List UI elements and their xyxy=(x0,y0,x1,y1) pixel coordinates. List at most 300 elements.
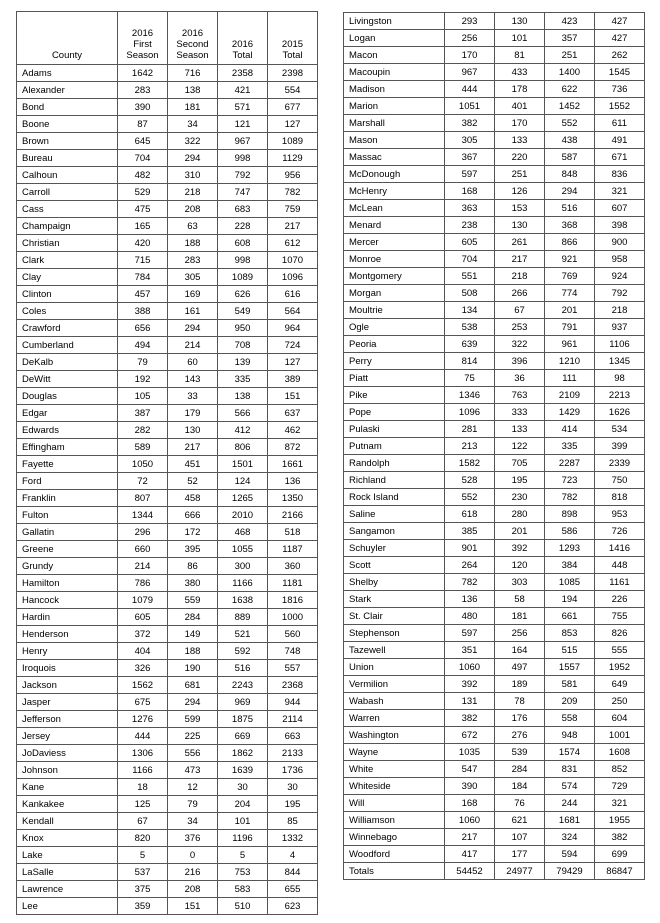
total-2015-cell: 262 xyxy=(595,47,645,64)
total-2016-cell: 139 xyxy=(218,354,268,371)
total-2016-cell: 1400 xyxy=(545,64,595,81)
county-row xyxy=(17,864,318,881)
county-name-cell: Lee xyxy=(17,898,118,915)
first-season-cell: 814 xyxy=(445,353,495,370)
total-2015-cell: 554 xyxy=(268,82,318,99)
first-season-cell: 1346 xyxy=(445,387,495,404)
first-season-cell: 508 xyxy=(445,285,495,302)
county-name-cell: Sangamon xyxy=(344,523,445,540)
first-season-cell: 392 xyxy=(445,676,495,693)
county-name-cell: Lawrence xyxy=(17,881,118,898)
first-season-cell: 375 xyxy=(118,881,168,898)
total-2016-cell: 998 xyxy=(218,252,268,269)
county-name-cell: Putnam xyxy=(344,438,445,455)
second-season-cell: 310 xyxy=(168,167,218,184)
total-2016-cell: 1196 xyxy=(218,830,268,847)
first-season-cell: 1060 xyxy=(445,812,495,829)
total-2016-cell: 510 xyxy=(218,898,268,915)
county-row xyxy=(17,779,318,796)
second-season-cell: 130 xyxy=(495,217,545,234)
county-name-cell: Kendall xyxy=(17,813,118,830)
second-season-cell: 451 xyxy=(168,456,218,473)
total-2015-cell: 127 xyxy=(268,116,318,133)
first-season-cell: 282 xyxy=(118,422,168,439)
second-season-cell: 33 xyxy=(168,388,218,405)
total-2016-cell: 669 xyxy=(218,728,268,745)
second-season-cell: 322 xyxy=(168,133,218,150)
total-2015-cell: 699 xyxy=(595,846,645,863)
total-2016-cell: 898 xyxy=(545,506,595,523)
county-name-cell: Cumberland xyxy=(17,337,118,354)
second-season-cell: 0 xyxy=(168,847,218,864)
total-2016-cell: 1089 xyxy=(218,269,268,286)
total-2016-cell: 1085 xyxy=(545,574,595,591)
total-2016-cell: 516 xyxy=(218,660,268,677)
second-season-cell: 599 xyxy=(168,711,218,728)
total-2015-cell: 852 xyxy=(595,761,645,778)
total-2016-cell: 228 xyxy=(218,218,268,235)
total-2015-cell: 755 xyxy=(595,608,645,625)
total-2016-cell: 1210 xyxy=(545,353,595,370)
first-season-cell: 387 xyxy=(118,405,168,422)
county-row xyxy=(17,762,318,779)
total-2016-cell: 1638 xyxy=(218,592,268,609)
first-season-cell: 351 xyxy=(445,642,495,659)
total-2015-cell: 2133 xyxy=(268,745,318,762)
total-2016-cell: 357 xyxy=(545,30,595,47)
first-season-cell: 18 xyxy=(118,779,168,796)
total-2016-cell: 1452 xyxy=(545,98,595,115)
county-name-cell: Marion xyxy=(344,98,445,115)
total-2016-cell: 251 xyxy=(545,47,595,64)
total-2015-cell: 151 xyxy=(268,388,318,405)
second-season-cell: 86 xyxy=(168,558,218,575)
county-header: County xyxy=(17,12,118,65)
county-row xyxy=(344,438,645,455)
second-season-cell: 122 xyxy=(495,438,545,455)
total-2016-cell: 368 xyxy=(545,217,595,234)
total-2015-cell: 399 xyxy=(595,438,645,455)
county-row xyxy=(344,625,645,642)
second-season-cell: 120 xyxy=(495,557,545,574)
total-2016-cell: 2358 xyxy=(218,65,268,82)
first-season-cell: 538 xyxy=(445,319,495,336)
first-season-cell: 589 xyxy=(118,439,168,456)
second-season-cell: 126 xyxy=(495,183,545,200)
county-row xyxy=(344,404,645,421)
county-name-cell: Champaign xyxy=(17,218,118,235)
county-row xyxy=(17,626,318,643)
second-season-cell: 392 xyxy=(495,540,545,557)
total-2015-cell: 136 xyxy=(268,473,318,490)
second-season-cell: 559 xyxy=(168,592,218,609)
total-2015-cell: 607 xyxy=(595,200,645,217)
county-name-cell: Edwards xyxy=(17,422,118,439)
county-name-cell: Stephenson xyxy=(344,625,445,642)
first-season-cell: 1096 xyxy=(445,404,495,421)
first-season-cell: 494 xyxy=(118,337,168,354)
total-2015-cell: 958 xyxy=(595,251,645,268)
first-season-cell: 1050 xyxy=(118,456,168,473)
county-row xyxy=(17,898,318,915)
first-season-cell: 382 xyxy=(445,710,495,727)
total-2016-cell: 592 xyxy=(218,643,268,660)
county-name-cell: Menard xyxy=(344,217,445,234)
total-2016-cell: 608 xyxy=(218,235,268,252)
total-2016-cell: 921 xyxy=(545,251,595,268)
county-name-cell: Boone xyxy=(17,116,118,133)
first-season-cell: 296 xyxy=(118,524,168,541)
county-name-cell: Grundy xyxy=(17,558,118,575)
first-season-cell: 134 xyxy=(445,302,495,319)
total-2015-cell: 427 xyxy=(595,13,645,30)
county-name-cell: Massac xyxy=(344,149,445,166)
county-name-cell: Carroll xyxy=(17,184,118,201)
total-2015-cell: 86847 xyxy=(595,863,645,880)
second-season-cell: 218 xyxy=(168,184,218,201)
second-season-cell: 149 xyxy=(168,626,218,643)
total-2015-cell: 964 xyxy=(268,320,318,337)
first-season-cell: 645 xyxy=(118,133,168,150)
county-name-cell: Franklin xyxy=(17,490,118,507)
county-row xyxy=(344,302,645,319)
total-2016-cell: 2109 xyxy=(545,387,595,404)
first-season-cell: 656 xyxy=(118,320,168,337)
second-season-cell: 294 xyxy=(168,150,218,167)
second-season-cell: 133 xyxy=(495,132,545,149)
county-name-cell: Vermilion xyxy=(344,676,445,693)
total-2016-cell: 30 xyxy=(218,779,268,796)
first-season-cell: 420 xyxy=(118,235,168,252)
first-season-cell: 1344 xyxy=(118,507,168,524)
second-season-cell: 716 xyxy=(168,65,218,82)
county-name-cell: Edgar xyxy=(17,405,118,422)
total-2015-cell: 250 xyxy=(595,693,645,710)
second-season-cell: 497 xyxy=(495,659,545,676)
county-row xyxy=(17,456,318,473)
second-season-cell: 763 xyxy=(495,387,545,404)
county-row xyxy=(344,64,645,81)
county-name-cell: Pike xyxy=(344,387,445,404)
first-season-cell: 715 xyxy=(118,252,168,269)
total-2015-cell: 604 xyxy=(595,710,645,727)
county-name-cell: Peoria xyxy=(344,336,445,353)
second-season-cell: 556 xyxy=(168,745,218,762)
first-season-cell: 5 xyxy=(118,847,168,864)
county-name-cell: Mason xyxy=(344,132,445,149)
county-name-cell: Henry xyxy=(17,643,118,660)
county-row xyxy=(17,65,318,82)
first-season-cell: 359 xyxy=(118,898,168,915)
first-season-cell: 67 xyxy=(118,813,168,830)
second-season-cell: 190 xyxy=(168,660,218,677)
county-row xyxy=(344,166,645,183)
county-name-cell: Gallatin xyxy=(17,524,118,541)
county-name-cell: Saline xyxy=(344,506,445,523)
first-season-cell: 605 xyxy=(118,609,168,626)
first-season-cell: 639 xyxy=(445,336,495,353)
first-season-cell: 480 xyxy=(445,608,495,625)
total-2015-cell: 1001 xyxy=(595,727,645,744)
second-season-cell: 283 xyxy=(168,252,218,269)
total-2015-cell: 534 xyxy=(595,421,645,438)
county-name-cell: Jefferson xyxy=(17,711,118,728)
total-2016-cell: 950 xyxy=(218,320,268,337)
total-2016-cell: 438 xyxy=(545,132,595,149)
total-2016-cell: 889 xyxy=(218,609,268,626)
first-season-cell: 672 xyxy=(445,727,495,744)
county-name-cell: Mercer xyxy=(344,234,445,251)
total-2016-cell: 683 xyxy=(218,201,268,218)
county-row xyxy=(344,659,645,676)
county-row xyxy=(17,507,318,524)
total-2016-cell: 1055 xyxy=(218,541,268,558)
county-name-cell: Ford xyxy=(17,473,118,490)
county-name-cell: Schuyler xyxy=(344,540,445,557)
total-2015-cell: 1552 xyxy=(595,98,645,115)
county-name-cell: Piatt xyxy=(344,370,445,387)
county-name-cell: Will xyxy=(344,795,445,812)
county-row xyxy=(344,523,645,540)
county-name-cell: Kane xyxy=(17,779,118,796)
county-row xyxy=(344,268,645,285)
county-row xyxy=(17,252,318,269)
first-season-cell: 1276 xyxy=(118,711,168,728)
county-row xyxy=(17,303,318,320)
total-2016-cell: 774 xyxy=(545,285,595,302)
first-season-cell: 192 xyxy=(118,371,168,388)
county-row xyxy=(17,82,318,99)
total-2016-cell: 2287 xyxy=(545,455,595,472)
total-2015-cell: 612 xyxy=(268,235,318,252)
first-season-cell: 417 xyxy=(445,846,495,863)
second-season-cell: 322 xyxy=(495,336,545,353)
county-row xyxy=(17,218,318,235)
second-season-cell: 130 xyxy=(495,13,545,30)
county-row xyxy=(344,319,645,336)
second-season-cell: 256 xyxy=(495,625,545,642)
total-2015-cell: 2339 xyxy=(595,455,645,472)
total-2015-cell: 1106 xyxy=(595,336,645,353)
total-2015-cell: 1000 xyxy=(268,609,318,626)
first-season-cell: 475 xyxy=(118,201,168,218)
total-2016-cell: 723 xyxy=(545,472,595,489)
first-season-cell: 136 xyxy=(445,591,495,608)
total-2015-cell: 85 xyxy=(268,813,318,830)
total-2015-cell: 826 xyxy=(595,625,645,642)
county-row xyxy=(17,439,318,456)
total-2015-cell: 663 xyxy=(268,728,318,745)
total-2015-cell: 555 xyxy=(595,642,645,659)
total-2016-cell: 586 xyxy=(545,523,595,540)
county-name-cell: Clinton xyxy=(17,286,118,303)
second-season-cell: 60 xyxy=(168,354,218,371)
second-season-cell: 214 xyxy=(168,337,218,354)
county-row xyxy=(17,150,318,167)
county-row xyxy=(17,660,318,677)
county-name-cell: White xyxy=(344,761,445,778)
county-row xyxy=(344,455,645,472)
county-row xyxy=(344,234,645,251)
total-2015-cell: 1816 xyxy=(268,592,318,609)
total-2015-cell: 844 xyxy=(268,864,318,881)
county-row xyxy=(17,830,318,847)
total-2015-cell: 1129 xyxy=(268,150,318,167)
second-season-cell: 705 xyxy=(495,455,545,472)
total-2016-cell: 209 xyxy=(545,693,595,710)
header-row xyxy=(17,12,318,65)
total-2016-cell: 969 xyxy=(218,694,268,711)
first-season-cell: 704 xyxy=(445,251,495,268)
county-name-cell: Hamilton xyxy=(17,575,118,592)
total-2016-cell: 1862 xyxy=(218,745,268,762)
total-2016-cell: 101 xyxy=(218,813,268,830)
total-2016-cell: 516 xyxy=(545,200,595,217)
county-row xyxy=(344,81,645,98)
county-name-cell: Jersey xyxy=(17,728,118,745)
total-2016-cell: 1681 xyxy=(545,812,595,829)
county-row xyxy=(17,728,318,745)
first-season-cell: 552 xyxy=(445,489,495,506)
second-season-cell: 666 xyxy=(168,507,218,524)
total-2015-cell: 557 xyxy=(268,660,318,677)
total-2016-cell: 791 xyxy=(545,319,595,336)
county-name-cell: Jasper xyxy=(17,694,118,711)
total-2015-cell: 98 xyxy=(595,370,645,387)
county-row xyxy=(17,473,318,490)
total-2015-header: 2015 Total xyxy=(268,12,318,65)
county-row xyxy=(17,490,318,507)
county-name-cell: Kankakee xyxy=(17,796,118,813)
first-season-cell: 1166 xyxy=(118,762,168,779)
county-row xyxy=(344,489,645,506)
county-name-cell: Jackson xyxy=(17,677,118,694)
county-row xyxy=(17,881,318,898)
total-2016-cell: 2243 xyxy=(218,677,268,694)
total-2015-cell: 1416 xyxy=(595,540,645,557)
county-row xyxy=(17,609,318,626)
county-row xyxy=(344,744,645,761)
first-season-cell: 281 xyxy=(445,421,495,438)
total-2015-cell: 398 xyxy=(595,217,645,234)
first-season-cell: 457 xyxy=(118,286,168,303)
second-season-cell: 216 xyxy=(168,864,218,881)
county-name-cell: LaSalle xyxy=(17,864,118,881)
total-2015-cell: 560 xyxy=(268,626,318,643)
county-row xyxy=(17,320,318,337)
second-season-cell: 184 xyxy=(495,778,545,795)
second-season-cell: 225 xyxy=(168,728,218,745)
second-season-cell: 181 xyxy=(495,608,545,625)
second-season-cell: 294 xyxy=(168,694,218,711)
first-season-cell: 125 xyxy=(118,796,168,813)
second-season-cell: 179 xyxy=(168,405,218,422)
first-season-cell: 704 xyxy=(118,150,168,167)
county-name-cell: McLean xyxy=(344,200,445,217)
county-row xyxy=(344,115,645,132)
total-2016-cell: 1265 xyxy=(218,490,268,507)
total-2016-cell: 124 xyxy=(218,473,268,490)
second-season-cell: 681 xyxy=(168,677,218,694)
second-season-cell: 34 xyxy=(168,116,218,133)
total-2015-cell: 1345 xyxy=(595,353,645,370)
first-season-cell: 105 xyxy=(118,388,168,405)
total-2015-cell: 2398 xyxy=(268,65,318,82)
county-row xyxy=(17,592,318,609)
county-row xyxy=(17,575,318,592)
county-name-cell: St. Clair xyxy=(344,608,445,625)
total-2016-cell: 708 xyxy=(218,337,268,354)
total-2016-cell: 961 xyxy=(545,336,595,353)
total-2015-cell: 1070 xyxy=(268,252,318,269)
first-season-cell: 1306 xyxy=(118,745,168,762)
county-row xyxy=(344,183,645,200)
total-2015-cell: 900 xyxy=(595,234,645,251)
second-season-cell: 164 xyxy=(495,642,545,659)
total-2016-cell: 468 xyxy=(218,524,268,541)
second-season-cell: 101 xyxy=(495,30,545,47)
county-row xyxy=(17,269,318,286)
second-season-cell: 305 xyxy=(168,269,218,286)
total-2016-cell: 792 xyxy=(218,167,268,184)
second-season-cell: 63 xyxy=(168,218,218,235)
county-row xyxy=(344,727,645,744)
second-season-cell: 284 xyxy=(168,609,218,626)
total-2016-cell: 1557 xyxy=(545,659,595,676)
second-season-cell: 189 xyxy=(495,676,545,693)
second-season-cell: 177 xyxy=(495,846,545,863)
second-season-cell: 176 xyxy=(495,710,545,727)
county-name-cell: Winnebago xyxy=(344,829,445,846)
total-2016-cell: 571 xyxy=(218,99,268,116)
total-2015-cell: 637 xyxy=(268,405,318,422)
county-name-cell: Adams xyxy=(17,65,118,82)
total-2016-cell: 300 xyxy=(218,558,268,575)
first-season-cell: 529 xyxy=(118,184,168,201)
county-name-cell: Shelby xyxy=(344,574,445,591)
county-row xyxy=(344,387,645,404)
second-season-cell: 161 xyxy=(168,303,218,320)
second-season-cell: 294 xyxy=(168,320,218,337)
total-2015-cell: 649 xyxy=(595,676,645,693)
first-season-cell: 482 xyxy=(118,167,168,184)
total-2016-cell: 412 xyxy=(218,422,268,439)
first-season-cell: 293 xyxy=(445,13,495,30)
county-name-cell: Fayette xyxy=(17,456,118,473)
county-name-cell: Macon xyxy=(344,47,445,64)
total-2015-cell: 30 xyxy=(268,779,318,796)
second-season-cell: 36 xyxy=(495,370,545,387)
first-season-cell: 326 xyxy=(118,660,168,677)
county-row xyxy=(17,711,318,728)
total-2016-cell: 1501 xyxy=(218,456,268,473)
total-2015-cell: 321 xyxy=(595,795,645,812)
total-2016-cell: 121 xyxy=(218,116,268,133)
total-2016-cell: 138 xyxy=(218,388,268,405)
total-2016-cell: 998 xyxy=(218,150,268,167)
total-2015-cell: 2368 xyxy=(268,677,318,694)
second-season-cell: 539 xyxy=(495,744,545,761)
county-name-cell: Monroe xyxy=(344,251,445,268)
total-2015-cell: 195 xyxy=(268,796,318,813)
first-season-cell: 901 xyxy=(445,540,495,557)
first-season-cell: 784 xyxy=(118,269,168,286)
county-row xyxy=(344,778,645,795)
county-name-cell: Fulton xyxy=(17,507,118,524)
county-row xyxy=(344,710,645,727)
county-name-cell: Warren xyxy=(344,710,445,727)
county-name-cell: Johnson xyxy=(17,762,118,779)
